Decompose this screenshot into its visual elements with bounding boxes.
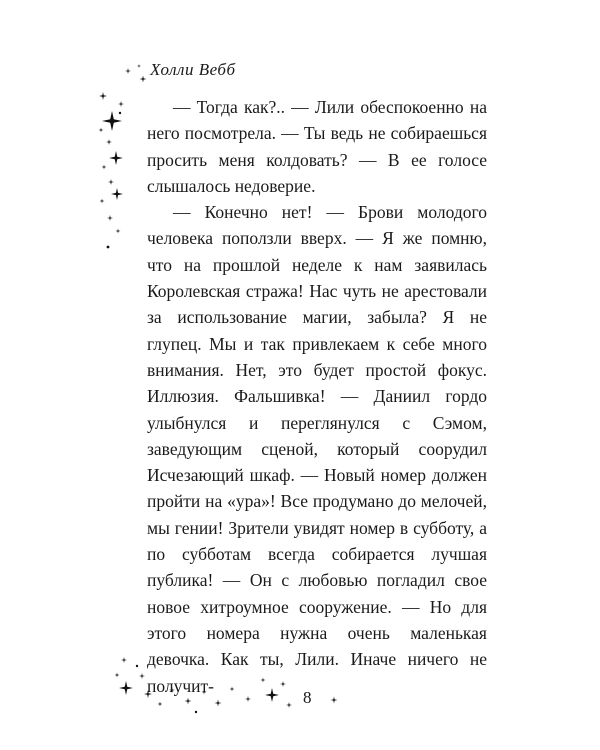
star-icon (99, 92, 107, 100)
body-text (147, 94, 487, 699)
star-icon (140, 76, 147, 83)
star-icon (109, 151, 123, 165)
star-icon (102, 111, 122, 131)
star-icon (102, 165, 107, 170)
star-dot (195, 711, 197, 713)
star-dot (119, 112, 121, 114)
paragraph: — Тогда как?.. — Лили обеспокоенно на него посмотрела. — Ты ведь не собираешься просить меня колдовать? — В ее голосе слышалось недоверие. (147, 97, 487, 196)
star-dot (136, 665, 138, 667)
star-icon (286, 702, 292, 708)
star-icon (121, 657, 127, 663)
star-icon (119, 681, 133, 695)
star-icon (118, 101, 124, 107)
star-icon (107, 215, 113, 221)
star-icon (106, 139, 112, 145)
page-number: 8 (303, 688, 312, 707)
star-icon (137, 64, 141, 68)
running-header: Холли Вебб (150, 60, 236, 79)
star-icon (139, 673, 145, 679)
star-icon (100, 199, 105, 204)
star-icon (111, 188, 123, 200)
star-icon (158, 702, 163, 707)
star-icon (215, 700, 222, 707)
star-icon (116, 229, 121, 234)
star-icon (115, 673, 120, 678)
star-icon (108, 179, 114, 185)
star-icon (125, 68, 131, 74)
star-dot (107, 246, 110, 249)
star-icon (99, 128, 104, 133)
paragraph: — Конечно нет! — Брови молодого человека поползли вверх. — Я же помню, что на прошлой неделе к нам заявилась Королевская стража! Нас чуть не арестовали за использование магии, забыла? Я не глупец. Мы и так привлекаем к себе много внимания. Нет, это будет простой фокус. Иллюзия. Фальшивка! — Даниил гордо улыбнулся и переглянулся с Сэмом, заведующим сценой, который соорудил Исчезающий шкаф. — Новый номер должен пройти на «ура»! Все продумано до мелочей, мы гении! Зрители увидят номер в субботу, а по субботам всегда собирается лучшая публика! — Он с любовью погладил свое новое хитроумное сооружение. — Но для этого номера нужна очень маленькая девочка. Как ты, Лили. Иначе ничего не получит- (147, 202, 487, 696)
left-star-column (99, 64, 147, 248)
